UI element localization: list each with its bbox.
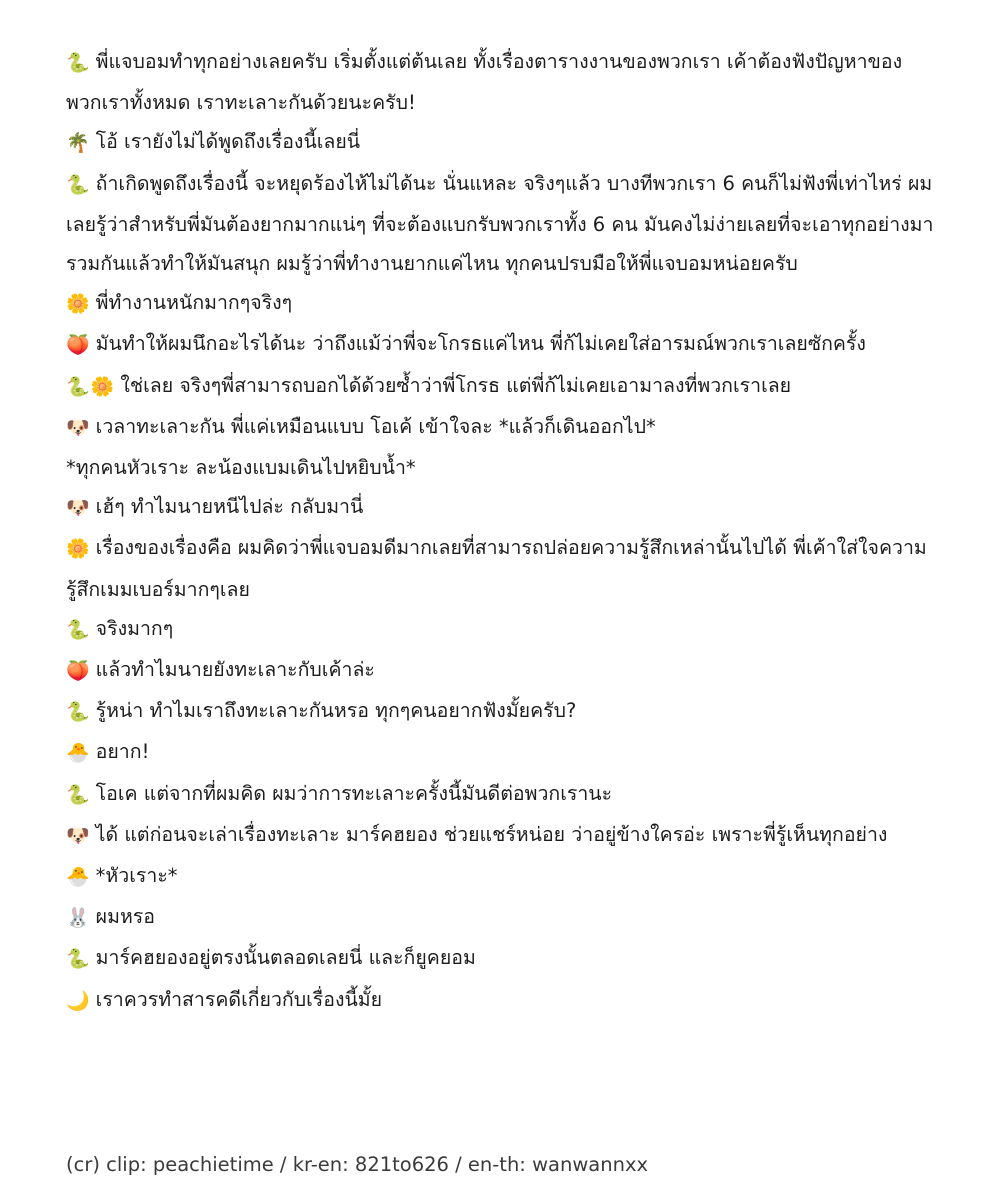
snake-icon: 🐍 (66, 783, 90, 806)
transcript-line (66, 122, 936, 163)
line-text: แล้วทำไมนายยังทะเลาะกับเค้าล่ะ (95, 658, 375, 682)
snake-icon: 🐍 (66, 52, 90, 74)
crescent-moon-icon: 🌙 (66, 989, 90, 1012)
line-text: พี่แจบอมทำทุกอย่างเลยครับ เริ่มตั้งแต่ต้นเลย ทั้งเรื่องตารางงานของพวกเรา เค้าต้องฟังปัญหาของพวกเราทั้งหมด เราทะเลาะกันด้วยนะครับ! (66, 50, 903, 115)
transcript (66, 42, 936, 1021)
snake-icon: 🐍 (66, 618, 90, 641)
snake-icon: 🐍 (66, 375, 90, 398)
transcript-line (66, 609, 936, 650)
peach-icon: 🍑 (66, 660, 90, 683)
line-text: พี่ทำงานหนักมากๆจริงๆ (95, 291, 293, 315)
line-text: ได้ แต่ก่อนจะเล่าเรื่องทะเลาะ มาร์คฮยอง ช่วยแชร์หน่อย ว่าอยู่ข้างใครอ่ะ เพราะพี่รู้เห็นทุกอย่าง (95, 822, 888, 846)
transcript-line (66, 283, 936, 324)
blossom-icon: 🌼 (90, 375, 115, 398)
rabbit-icon: 🐰 (66, 907, 90, 930)
line-text: เฮ้ๆ ทำไมนายหนีไปล่ะ กลับมานี่ (95, 495, 364, 519)
transcript-line (66, 980, 936, 1021)
blossom-icon: 🌼 (66, 293, 90, 316)
line-text: ใช่เลย จริงๆพี่สามารถบอกได้ด้วยซ้ำว่าพี่โกรธ แต่พี่ก้ไม่เคยเอามาลงที่พวกเราเลย (120, 373, 792, 397)
palm-tree-icon: 🌴 (66, 132, 90, 155)
transcript-line (66, 487, 936, 528)
transcript-line (66, 897, 936, 938)
transcript-line (66, 448, 936, 487)
line-text: เวลาทะเลาะกัน พี่แค่เหมือนแบบ โอเค้ เข้าใจละ *แล้วก็เดินออกไป* (95, 414, 656, 438)
line-text: *หัวเราะ* (95, 864, 178, 888)
line-text: มันทำให้ผมนึกอะไรได้นะ ว่าถึงแม้ว่าพี่จะโกรธแค่ไหน พี่ก้ไม่เคยใส่อารมณ์พวกเราเลยซักครั้ง (95, 332, 866, 356)
credit-line: (cr) clip: peachietime / kr-en: 821to626 / en-th: wanwannxx (66, 1153, 649, 1176)
line-text: ผมหรอ (95, 905, 155, 929)
transcript-line (66, 42, 936, 122)
transcript-line (66, 691, 936, 732)
line-text: จริงมากๆ (95, 616, 174, 640)
hatching-chick-icon: 🐣 (66, 866, 90, 889)
line-text: โอ้ เรายังไม่ได้พูดถึงเรื่องนี้เลยนี่ (95, 130, 361, 154)
line-text: เรื่องของเรื่องคือ ผมคิดว่าพี่แจบอมดีมากเลยที่สามารถปล่อยความรู้สึกเหล่านั้นไปได้ พี่เค้าใส่ใจความรู้สึกเมมเบอร์มากๆเลย (66, 536, 927, 601)
blossom-icon: 🌼 (66, 538, 90, 561)
dog-icon: 🐶 (66, 497, 90, 520)
line-text: รู้หน่า ทำไมเราถึงทะเลาะกันหรอ ทุกๆคนอยากฟังมั้ยครับ? (95, 699, 577, 723)
line-text: ถ้าเกิดพูดถึงเรื่องนี้ จะหยุดร้องไห้ไม่ได้นะ นั่นแหละ จริงๆแล้ว บางทีพวกเรา 6 คนก็ไม่ฟังพี่เท่าไหร่ ผมเลยรู้ว่าสำหรับพี่มันต้องยากมากแน่ๆ ที่จะต้องแบกรับพวกเราทั้ง 6 คน มันคงไม่ง่ายเลยที่จะเอาทุกอย่างมารวมกันแล้วทำให้มันสนุก ผมรู้ว่าพี่ทำงานยากแค่ไหน ทุกคนปรบมือให้พี่แจบอมหน่อยครับ (66, 171, 934, 276)
line-text: โอเค แต่จากที่ผมคิด ผมว่าการทะเลาะครั้งนี้มันดีต่อพวกเรานะ (95, 781, 613, 805)
peach-icon: 🍑 (66, 334, 90, 357)
snake-icon: 🐍 (66, 173, 90, 196)
transcript-line (66, 324, 936, 365)
line-text: *ทุกคนหัวเราะ ละน้องแบมเดินไปหยิบน้ำ* (66, 456, 416, 480)
transcript-line (66, 938, 936, 979)
transcript-line (66, 815, 936, 856)
hatching-chick-icon: 🐣 (66, 742, 90, 765)
transcript-line (66, 774, 936, 815)
snake-icon: 🐍 (66, 948, 90, 971)
dog-icon: 🐶 (66, 824, 90, 847)
transcript-line (66, 164, 936, 284)
line-text: มาร์คฮยองอยู่ตรงนั้นตลอดเลยนี่ และก็ยูคยอม (95, 946, 476, 970)
line-text: เราควรทำสารคดีเกี่ยวกับเรื่องนี้มั้ย (95, 987, 383, 1011)
transcript-line (66, 856, 936, 897)
dog-icon: 🐶 (66, 416, 90, 439)
transcript-line (66, 732, 936, 773)
transcript-line (66, 366, 936, 407)
snake-icon: 🐍 (66, 701, 90, 724)
transcript-line (66, 528, 936, 608)
transcript-line (66, 407, 936, 448)
line-text: อยาก! (95, 740, 150, 764)
transcript-line (66, 650, 936, 691)
